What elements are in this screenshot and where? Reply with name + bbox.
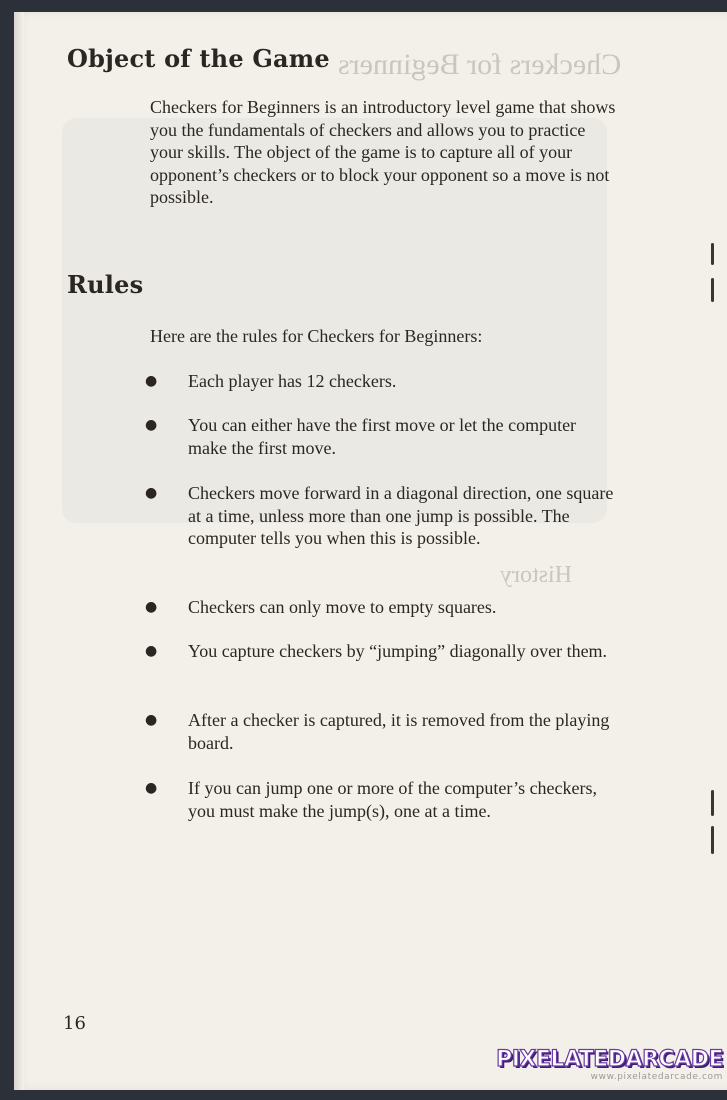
bleed-through-title: Checkers for Beginners <box>338 48 622 81</box>
bullet-icon: ● <box>145 712 158 728</box>
rule-text: Checkers can only move to empty squares. <box>188 597 497 617</box>
watermark-logo: PIXELATEDARCADE <box>496 1047 723 1072</box>
rules-intro: Here are the rules for Checkers for Beginners: <box>150 326 483 346</box>
rule-text: You can either have the first move or let the computer make the first move. <box>188 415 577 458</box>
bullet-icon: ● <box>145 485 158 501</box>
object-of-the-game-heading: Object of the Game <box>67 44 330 73</box>
page-number: 16 <box>63 1013 86 1034</box>
rule-item <box>145 370 615 393</box>
staple-mark <box>711 243 714 265</box>
bullet-icon: ● <box>145 599 158 615</box>
rule-text: Checkers move forward in a diagonal direction, one square at a time, unless more than one jump is possible. The computer tells you when this is possible. <box>188 483 614 548</box>
rule-item <box>145 596 615 619</box>
bullet-icon: ● <box>145 780 158 796</box>
rule-item <box>145 709 615 754</box>
intro-paragraph: Checkers for Beginners is an introductory level game that shows you the fundamentals of checkers and allows you to practice your skills. The object of the game is to capture all of your opponent’s checkers or to block your opponent so a move is not possible. <box>150 97 616 207</box>
rules-heading: Rules <box>67 270 144 299</box>
watermark-url: www.pixelatedarcade.com <box>590 1072 723 1082</box>
bullet-icon: ● <box>145 373 158 389</box>
staple-mark <box>711 826 714 854</box>
staple-mark <box>711 278 714 302</box>
page-binding-edge <box>14 12 24 1090</box>
staple-mark <box>711 790 714 816</box>
rule-item <box>145 777 615 822</box>
rule-item <box>145 640 615 663</box>
rule-item <box>145 414 615 459</box>
rule-text: You capture checkers by “jumping” diagonally over them. <box>188 641 608 661</box>
rule-text: After a checker is captured, it is removed from the playing board. <box>188 710 610 753</box>
bleed-through-history-heading: History <box>500 562 572 588</box>
rule-text: If you can jump one or more of the computer’s checkers, you must make the jump(s), one at a time. <box>188 778 598 821</box>
rule-item <box>145 482 615 550</box>
rule-text: Each player has 12 checkers. <box>188 371 397 391</box>
bullet-icon: ● <box>145 417 158 433</box>
pixelatedarcade-watermark <box>496 1049 723 1082</box>
bullet-icon: ● <box>145 643 158 659</box>
